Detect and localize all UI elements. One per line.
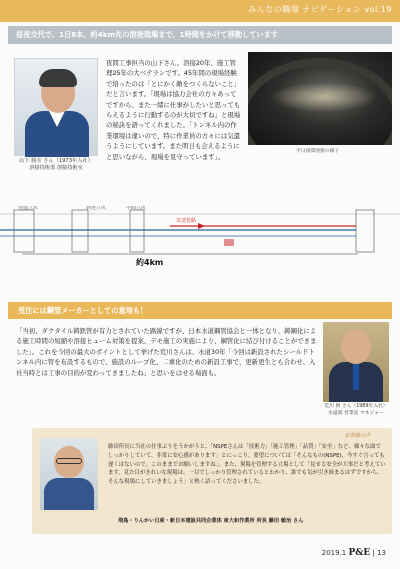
portrait-yamashita-caption: 山下 勝幸 さん（1973年入社） 溶接技術部 溶接技術室: [19, 158, 93, 171]
start-shaft: [14, 210, 34, 252]
section1-heading: 昼夜交代で、1日8本、約4km先の溶接現場まで、1時間をかけて移動しています: [16, 30, 278, 39]
page-number: 13: [377, 549, 386, 557]
mid-shaft-2: [130, 210, 144, 252]
vehicle-marker: [224, 239, 234, 246]
diagram-label-mid: 中間立坑: [126, 206, 147, 211]
diagram-label-airline: 気送管路: [176, 218, 197, 224]
diagram-label-start: 発進立坑: [18, 206, 39, 211]
customer-voice-body: 藤田所長に当社の仕事ぶりをうかがうと、「NSPEさんは「技術力」「施工管理」「品質」「安全」など、様々な面でしっかりしていて、非常に安心感があります」とにっこり。要望については「そんなもの(NSPE)、今すぐ言っても遅くはないので、このままでお願いしますね」。また、現場を管理する立場として「見せる安全が大事だと考えています。見た目がきれいな現場は、一目でしっかり管理されているとわかり、誰でも気が引き締まるはずですから、そんな現場にしていきましょう」と熱く語ってくださいました。: [108, 444, 386, 486]
series-tag: みんなの職場 ナビゲーション vol.19: [248, 5, 392, 14]
page-footer: 2019.1 P&E | 13: [321, 548, 386, 558]
issue-date: 2019.1: [321, 549, 347, 557]
brand-logo: P&E: [348, 548, 371, 558]
night-work-photo-caption: 平日夜間溶接の様子: [296, 149, 340, 154]
section1-body: 夜間工事担当の山下さん。溶接20年、施工管理25年の大ベテランです。45年間の現場経験で培ったのは「とにかく敵をつくらないこと」だと言います。「現場は協力会社の方々あってですから、また一緒に仕事がしたいと思ってもらえるように行動するのが大切ですね」と現場の秘訣を語ってくれました。「トンネル内の作業環境は違いので、特に作業員の方々には気遣うようにしています。また明日も会えるようにと思いながら、現場を見守っています」。: [106, 59, 241, 161]
portrait-arakawa: [323, 322, 389, 402]
arrival-shaft: [356, 210, 374, 252]
distance-label: 約4km: [136, 258, 164, 267]
header-bar: [0, 0, 400, 22]
mid-shaft-1: [72, 210, 88, 252]
diagram-label-arrival: 到達立坑: [86, 206, 107, 211]
section2-heading-bar: [8, 302, 392, 319]
customer-voice-tag: お客様の声: [345, 433, 371, 439]
portrait-yamashita: [14, 58, 98, 156]
section2-body: 「当初、ダクタイル鋳鉄管が有力とされていた路線ですが、日本水道鋼管協会と一体となり、鋳鋼化による施工時間の短縮や溶接ヒューム対策を提案、デモ施工の実施により、鋼管化に結び付けることができました」。これを今回の最大のポイントとして挙げた荒川さんは、水道30年「今回は新設されたシールドトンネル内に管を布設するもので、施設のループ化、二重化のための新設工事で、更新更生とも合わせ、入社当時とは工事の目的が変わってきましたね」と思いをはせる場面も。: [16, 327, 317, 377]
portrait-fujita: [40, 438, 98, 510]
portrait-arakawa-caption: 荒川 朗 さん（1989年入社） 水道部 営業室 マネジャー: [324, 404, 388, 416]
tunnel-route-diagram: [0, 206, 400, 270]
section1-heading-bar: [8, 26, 392, 44]
direction-arrow: [198, 223, 205, 229]
section2-heading: 受注には鋼管メーカーとしての意地も！: [18, 306, 148, 315]
customer-voice-signature: 飛島・りんかい日産・新日本建設共同企業体 東大和作業所 所長 藤田 敏治 さん: [118, 518, 304, 524]
night-work-photo: [248, 52, 392, 145]
